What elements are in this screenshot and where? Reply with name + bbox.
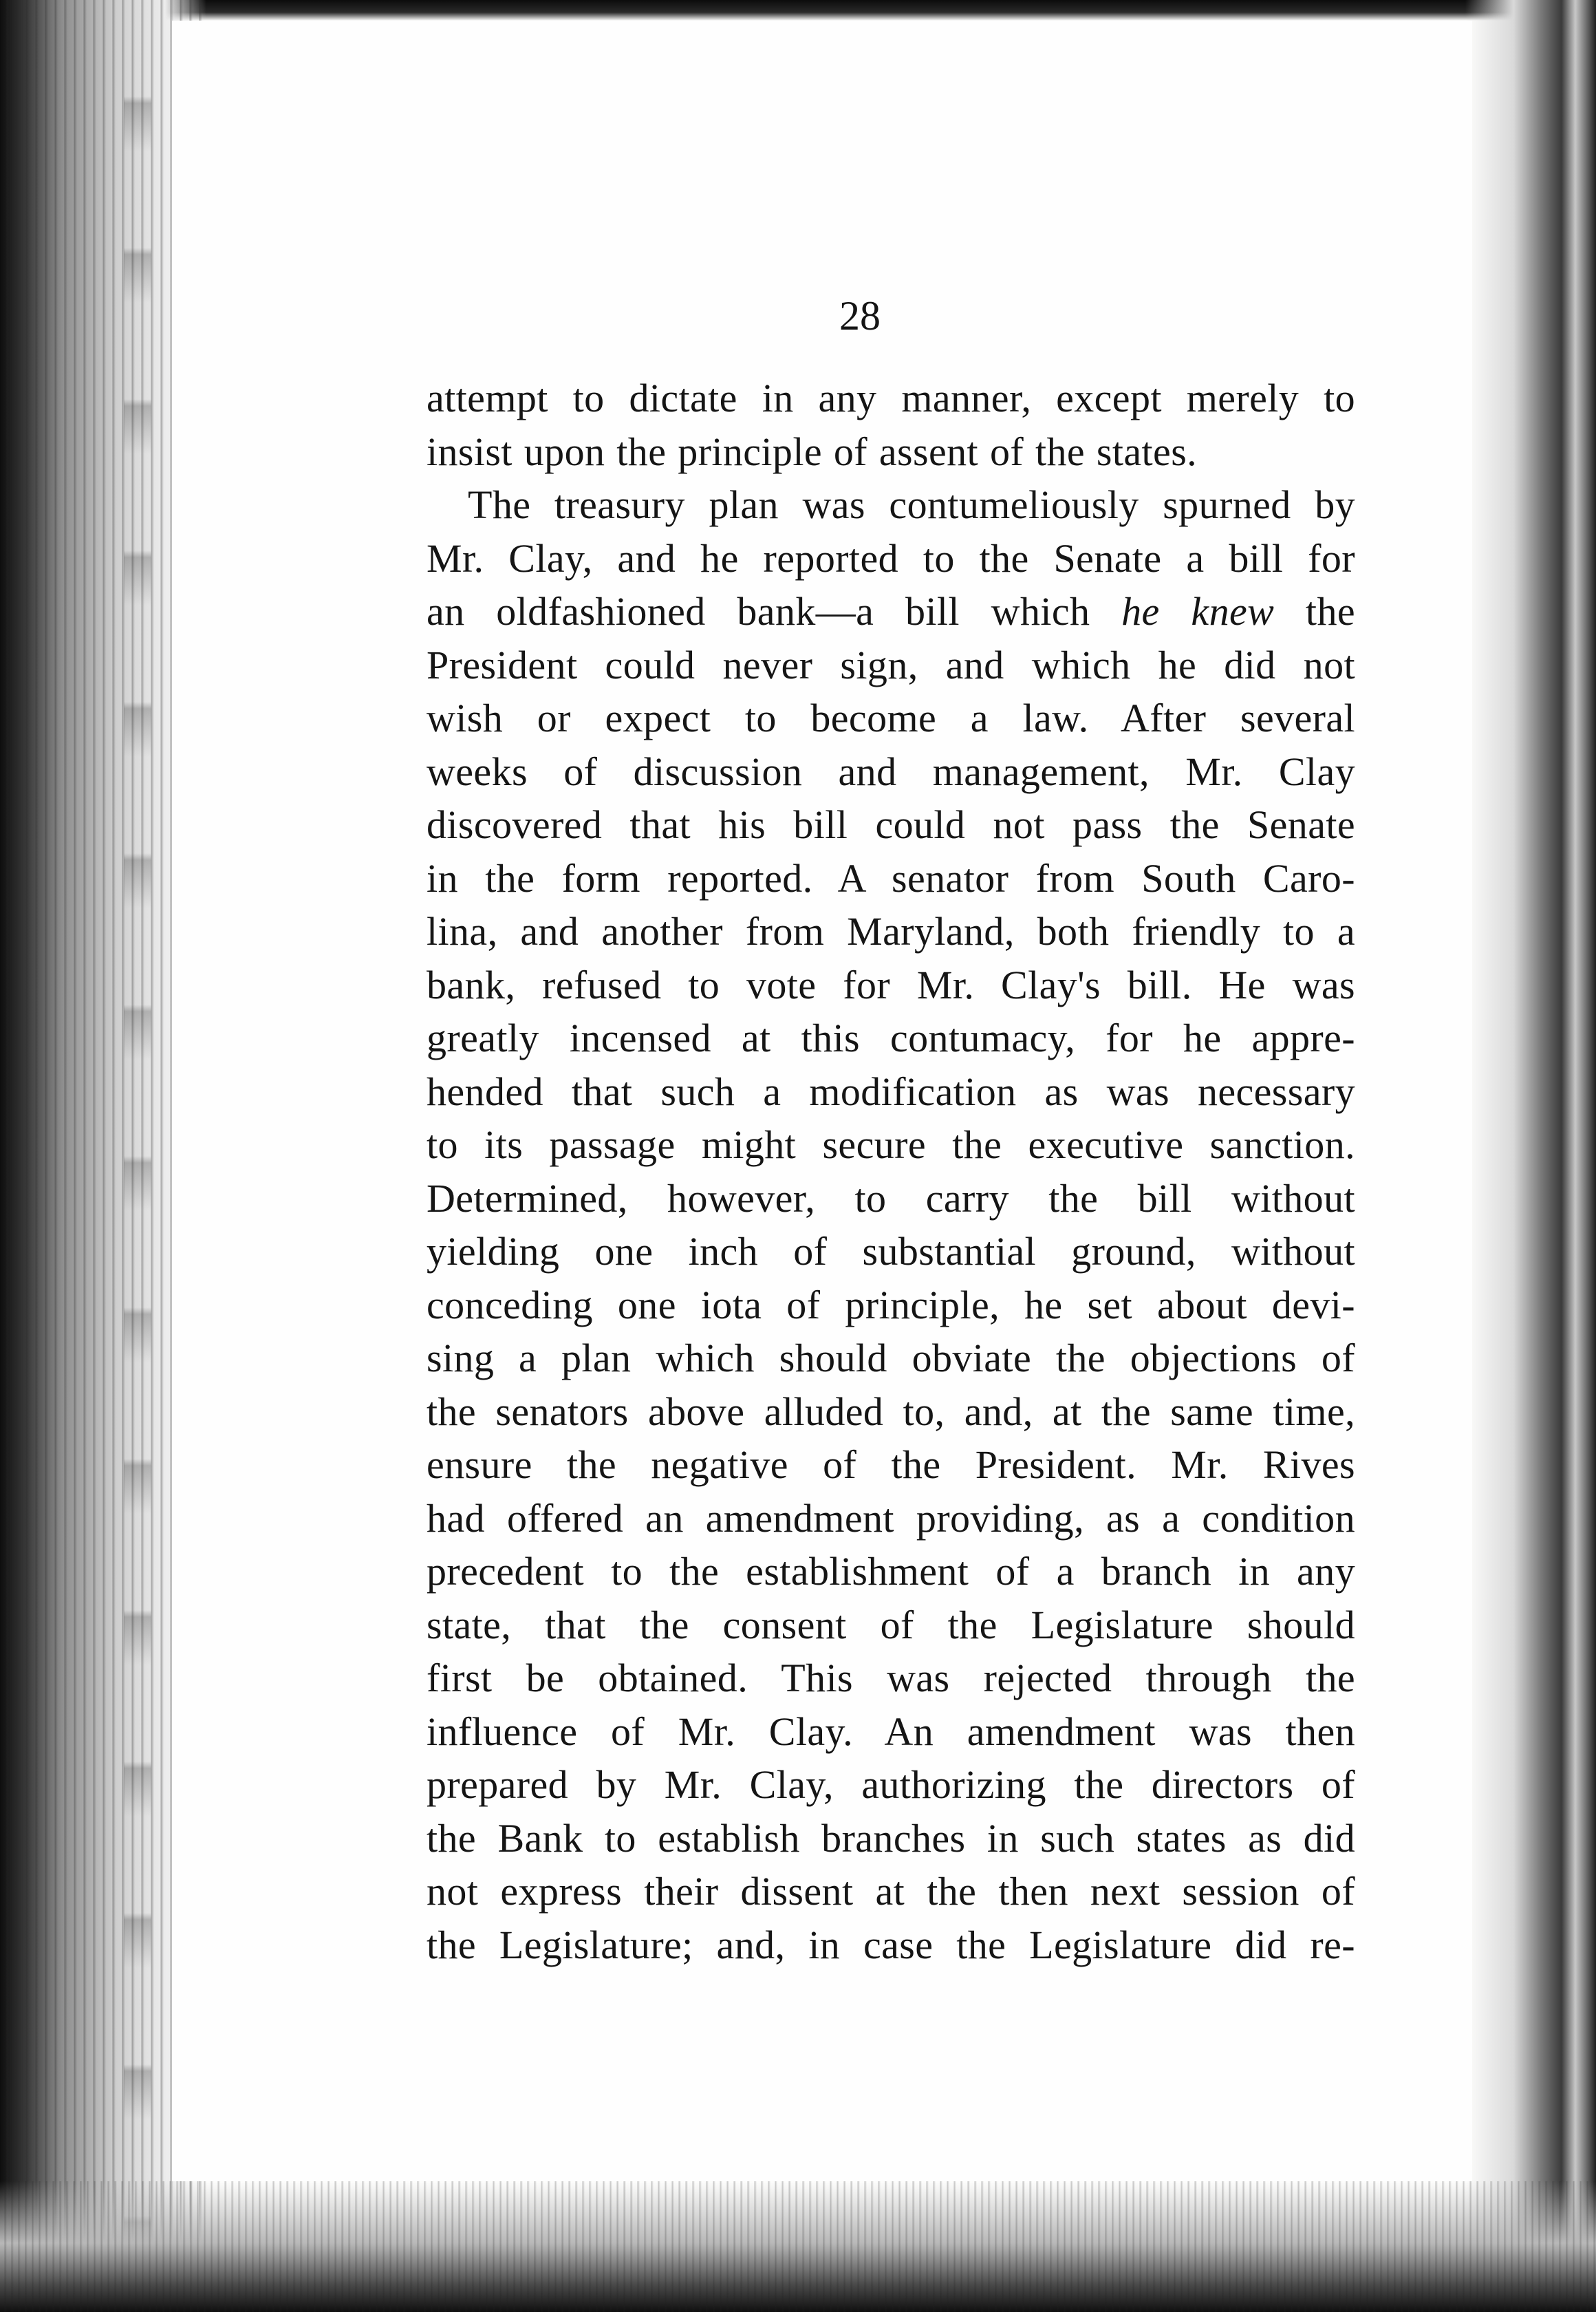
text-line: the senators above alluded to, and, at the same time, xyxy=(427,1389,1355,1434)
text-line: The treasury plan was contumeliously spurned by xyxy=(468,482,1355,527)
text-line: President could never sign, and which he did not xyxy=(427,642,1355,687)
text-line: insist upon the principle of assent of the states. xyxy=(427,429,1198,474)
text-line: prepared by Mr. Clay, authorizing the directors of xyxy=(427,1762,1355,1807)
text-line: had offered an amendment providing, as a condition xyxy=(427,1495,1355,1541)
scanner-top-edge xyxy=(0,0,1596,21)
text-line: conceding one iota of principle, he set about devi- xyxy=(427,1282,1355,1327)
text-line: precedent to the establishment of a branch in any xyxy=(427,1549,1355,1594)
text-line: greatly incensed at this contumacy, for he appre- xyxy=(427,1016,1355,1060)
text-line: an oldfashioned bank—a bill which he knew the xyxy=(427,589,1355,634)
text-line: attempt to dictate in any manner, except merely to xyxy=(427,376,1355,420)
text-line: yielding one inch of substantial ground, without xyxy=(427,1229,1355,1274)
book-right-edge xyxy=(1465,0,1596,2312)
text-line: bank, refused to vote for Mr. Clay's bill. He was xyxy=(427,962,1355,1007)
text-line: wish or expect to become a law. After several xyxy=(427,696,1355,740)
body-text xyxy=(427,372,1355,1971)
text-line: state, that the consent of the Legislature should xyxy=(427,1602,1355,1647)
text-line: lina, and another from Maryland, both friendly to a xyxy=(427,909,1355,954)
emphasis-text: he knew xyxy=(1121,589,1275,634)
text-line: first be obtained. This was rejected through the xyxy=(427,1656,1355,1700)
text-line: weeks of discussion and management, Mr. Clay xyxy=(427,749,1355,794)
text-line: the Legislature; and, in case the Legislature did re- xyxy=(427,1922,1355,1967)
book-bottom-edge xyxy=(0,2181,1596,2312)
text-line: to its passage might secure the executive sanction. xyxy=(427,1122,1355,1167)
text-line: sing a plan which should obviate the objections of xyxy=(427,1336,1355,1380)
text-line: discovered that his bill could not pass the Senate xyxy=(427,802,1355,847)
text-line: not express their dissent at the then next session of xyxy=(427,1869,1355,1914)
text-line: Determined, however, to carry the bill without xyxy=(427,1175,1355,1221)
text-line: hended that such a modification as was necessary xyxy=(427,1069,1355,1114)
book-left-edge-shadow xyxy=(124,0,151,2312)
text-line: ensure the negative of the President. Mr. Rives xyxy=(427,1442,1355,1487)
page-number: 28 xyxy=(839,293,881,339)
text-line: in the form reported. A senator from South Caro- xyxy=(427,855,1355,901)
text-line: Mr. Clay, and he reported to the Senate a bill for xyxy=(427,535,1355,581)
text-line: the Bank to establish branches in such states as did xyxy=(427,1815,1355,1861)
text-line: influence of Mr. Clay. An amendment was then xyxy=(427,1709,1355,1754)
